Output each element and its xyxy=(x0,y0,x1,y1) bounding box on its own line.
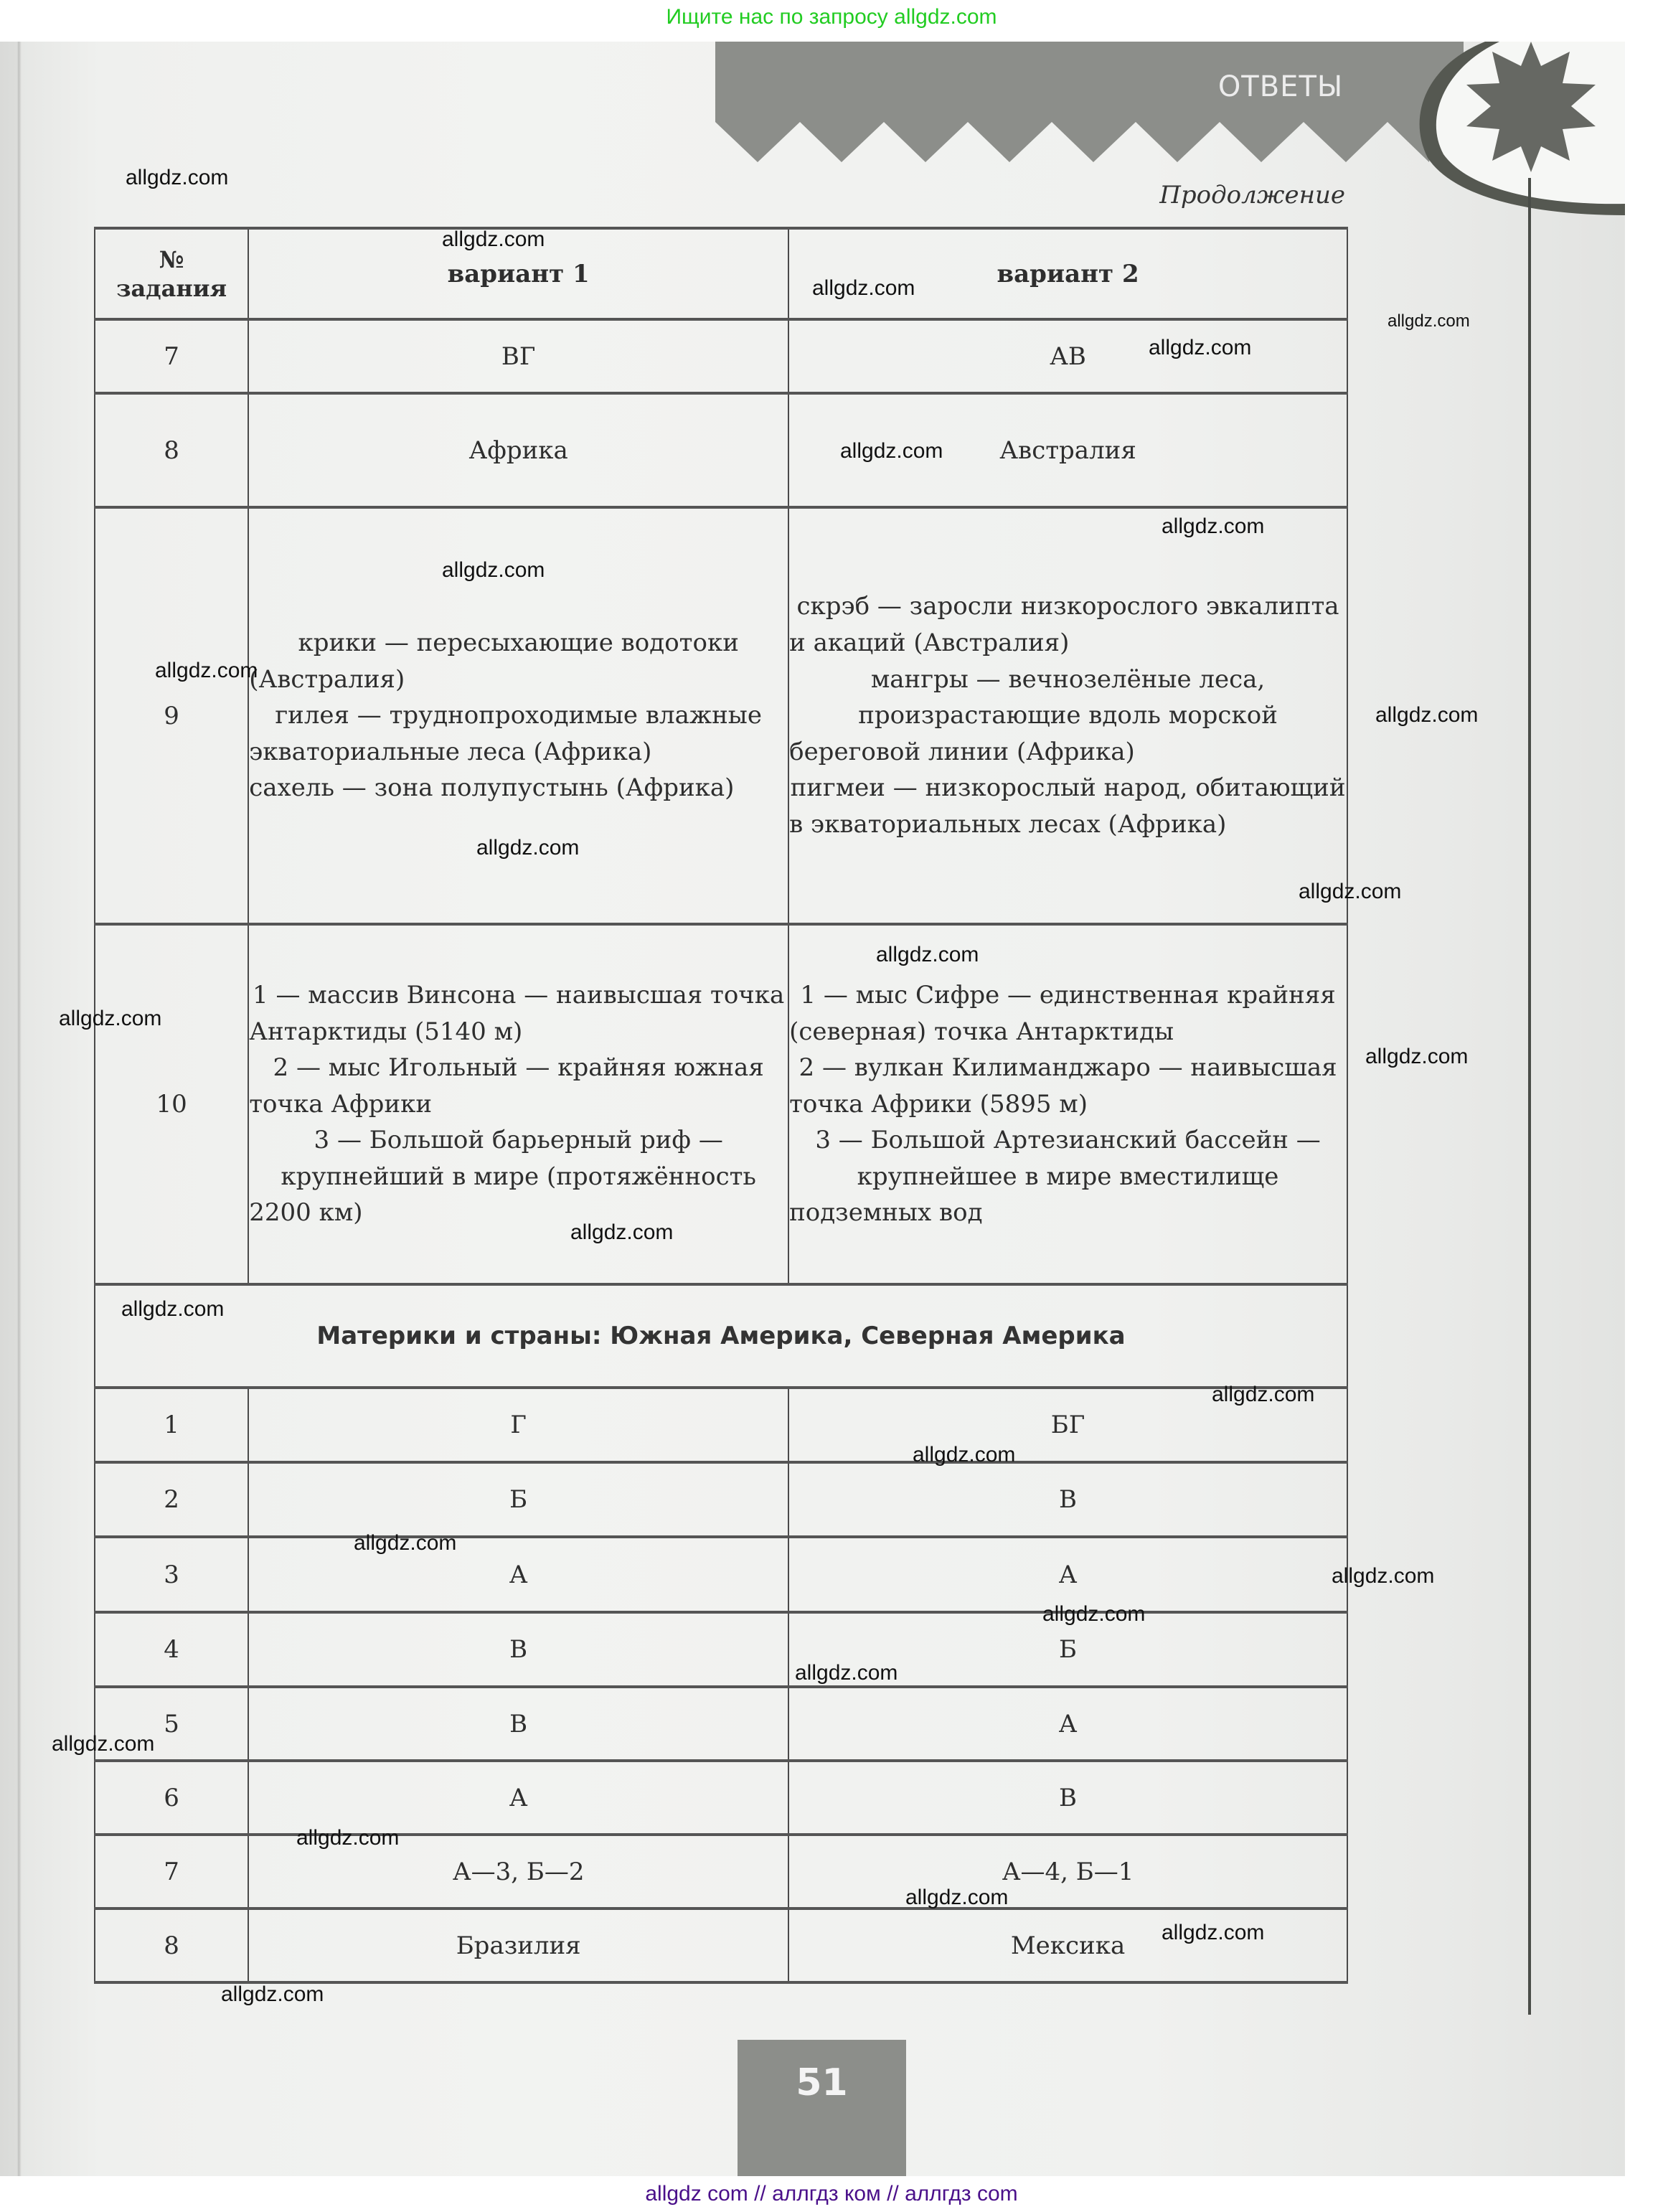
watermark: allgdz.com xyxy=(1388,311,1470,331)
watermark: allgdz.com xyxy=(1162,1921,1265,1944)
task-number: 7 xyxy=(95,1835,248,1909)
section-label: ОТВЕТЫ xyxy=(1217,70,1344,103)
table-row xyxy=(95,1612,1347,1687)
answer-variant-2: А—4, Б—1 xyxy=(788,1835,1347,1909)
task-label: задания xyxy=(116,274,227,302)
watermark: allgdz.com xyxy=(354,1531,457,1555)
term-definition: мангры — вечнозелёные леса, произрастающие вдоль морской береговой линии (Африка) xyxy=(789,664,1278,766)
task-number: 4 xyxy=(95,1612,248,1687)
watermark: allgdz.com xyxy=(476,836,580,860)
task-number: 2 xyxy=(95,1462,248,1537)
map-point-answer: 3 — Большой барьерный риф — крупнейший в мире (протяжённость 2200 км) xyxy=(249,1126,756,1228)
number-sign: № xyxy=(159,245,184,273)
table-row xyxy=(95,1462,1347,1537)
watermark: allgdz.com xyxy=(442,558,545,582)
map-point-answer: 3 — Большой Артезианский бассейн — крупнейшее в мире вместилище подземных вод xyxy=(789,1126,1321,1228)
answer-variant-1: В xyxy=(248,1687,788,1761)
watermark: allgdz.com xyxy=(126,166,229,189)
answer-variant-2: Австралия xyxy=(788,393,1347,507)
table-row xyxy=(95,924,1347,1284)
map-point-answer: 1 — мыс Сифре — единственная крайняя (северная) точка Антарктиды xyxy=(789,980,1336,1046)
table-row xyxy=(95,393,1347,507)
table-row xyxy=(95,1388,1347,1462)
watermark: allgdz.com xyxy=(905,1886,1009,1909)
task-number: 8 xyxy=(95,1909,248,1982)
answer-variant-1: А xyxy=(248,1537,788,1612)
answer-variant-1: В xyxy=(248,1612,788,1687)
answer-variant-2: В xyxy=(788,1761,1347,1835)
task-number: 7 xyxy=(95,319,248,393)
term-definition: крики — пересыхающие водотоки (Австралия) xyxy=(249,629,739,694)
answer-variant-2: Б xyxy=(788,1612,1347,1687)
table-row xyxy=(95,1835,1347,1909)
page-number: 51 xyxy=(738,2040,906,2176)
answers-banner-shape xyxy=(715,42,1464,162)
header-task-number xyxy=(95,228,248,319)
watermark: allgdz.com xyxy=(1299,880,1402,903)
answer-variant-2: АВ xyxy=(788,319,1347,393)
task-number: 3 xyxy=(95,1537,248,1612)
answer-variant-2 xyxy=(788,924,1347,1284)
answer-variant-1: ВГ xyxy=(248,319,788,393)
watermark: allgdz.com xyxy=(59,1007,162,1030)
watermark: allgdz.com xyxy=(570,1220,674,1244)
table-row xyxy=(95,1909,1347,1982)
watermark: allgdz.com xyxy=(795,1661,898,1685)
map-point-answer: 2 — мыс Игольный — крайняя южная точка Африки xyxy=(249,1053,764,1119)
answer-variant-1 xyxy=(248,924,788,1284)
top-search-banner: Ищите нас по запросу allgdz.com xyxy=(666,5,997,29)
task-number: 9 xyxy=(95,507,248,924)
answer-variant-2: БГ xyxy=(788,1388,1347,1462)
term-definition: пигмеи — низкорослый народ, обитающий в экваториальных лесах (Африка) xyxy=(789,773,1346,839)
watermark: allgdz.com xyxy=(1332,1564,1435,1588)
answer-variant-1: Б xyxy=(248,1462,788,1537)
table-header-row xyxy=(95,228,1347,319)
watermark: allgdz.com xyxy=(812,276,915,300)
margin-rule xyxy=(1528,580,1531,2015)
task-number: 10 xyxy=(95,924,248,1284)
watermark: allgdz.com xyxy=(1042,1602,1146,1626)
table-row xyxy=(95,1537,1347,1612)
bottom-site-banner: allgdz com // аллгдз ком // аллгдз com xyxy=(0,2176,1663,2212)
task-number: 1 xyxy=(95,1388,248,1462)
term-definition: сахель — зона полупустынь (Африка) xyxy=(249,773,735,803)
watermark: allgdz.com xyxy=(155,659,258,682)
answer-variant-1: Бразилия xyxy=(248,1909,788,1982)
watermark: allgdz.com xyxy=(442,227,545,251)
task-number: 5 xyxy=(95,1687,248,1761)
map-point-answer: 1 — массив Винсона — наивысшая точка Антарктиды (5140 м) xyxy=(249,980,785,1046)
answers-table xyxy=(94,227,1348,1984)
continued-label: Продолжение xyxy=(1159,181,1345,210)
watermark: allgdz.com xyxy=(1212,1383,1315,1406)
watermark: allgdz.com xyxy=(840,439,943,463)
term-definition: гилея — труднопроходимые влажные экваториальные леса (Африка) xyxy=(249,701,762,766)
map-point-answer: 2 — вулкан Килиманджаро — наивысшая точка Африки (5895 м) xyxy=(789,1053,1337,1119)
answer-variant-2: В xyxy=(788,1462,1347,1537)
watermark: allgdz.com xyxy=(913,1443,1016,1467)
header-variant-1: вариант 1 xyxy=(248,228,788,319)
answer-variant-1: А—3, Б—2 xyxy=(248,1835,788,1909)
answer-variant-2 xyxy=(788,507,1347,924)
watermark: allgdz.com xyxy=(1375,703,1479,727)
answer-variant-1: Г xyxy=(248,1388,788,1462)
answer-variant-1: А xyxy=(248,1761,788,1835)
watermark: allgdz.com xyxy=(1365,1045,1469,1068)
watermark: allgdz.com xyxy=(1149,336,1252,359)
term-definition: скрэб — заросли низкорослого эвкалипта и акаций (Австралия) xyxy=(789,592,1339,658)
table-row xyxy=(95,507,1347,924)
answer-variant-2: А xyxy=(788,1687,1347,1761)
table-row xyxy=(95,1761,1347,1835)
table-row xyxy=(95,1687,1347,1761)
watermark: allgdz.com xyxy=(1162,514,1265,538)
task-number: 6 xyxy=(95,1761,248,1835)
watermark: allgdz.com xyxy=(876,943,979,966)
watermark: allgdz.com xyxy=(221,1982,324,2006)
margin-rule-top xyxy=(1528,178,1531,580)
task-number: 8 xyxy=(95,393,248,507)
answer-variant-2: Мексика xyxy=(788,1909,1347,1982)
watermark: allgdz.com xyxy=(121,1297,225,1321)
watermark: allgdz.com xyxy=(296,1826,400,1850)
section-heading-row xyxy=(95,1284,1347,1388)
answer-variant-2: А xyxy=(788,1537,1347,1612)
section-title: Материки и страны: Южная Америка, Северная Америка xyxy=(95,1284,1347,1388)
answer-variant-1: Африка xyxy=(248,393,788,507)
header-variant-2: вариант 2 xyxy=(788,228,1347,319)
watermark: allgdz.com xyxy=(52,1732,155,1756)
